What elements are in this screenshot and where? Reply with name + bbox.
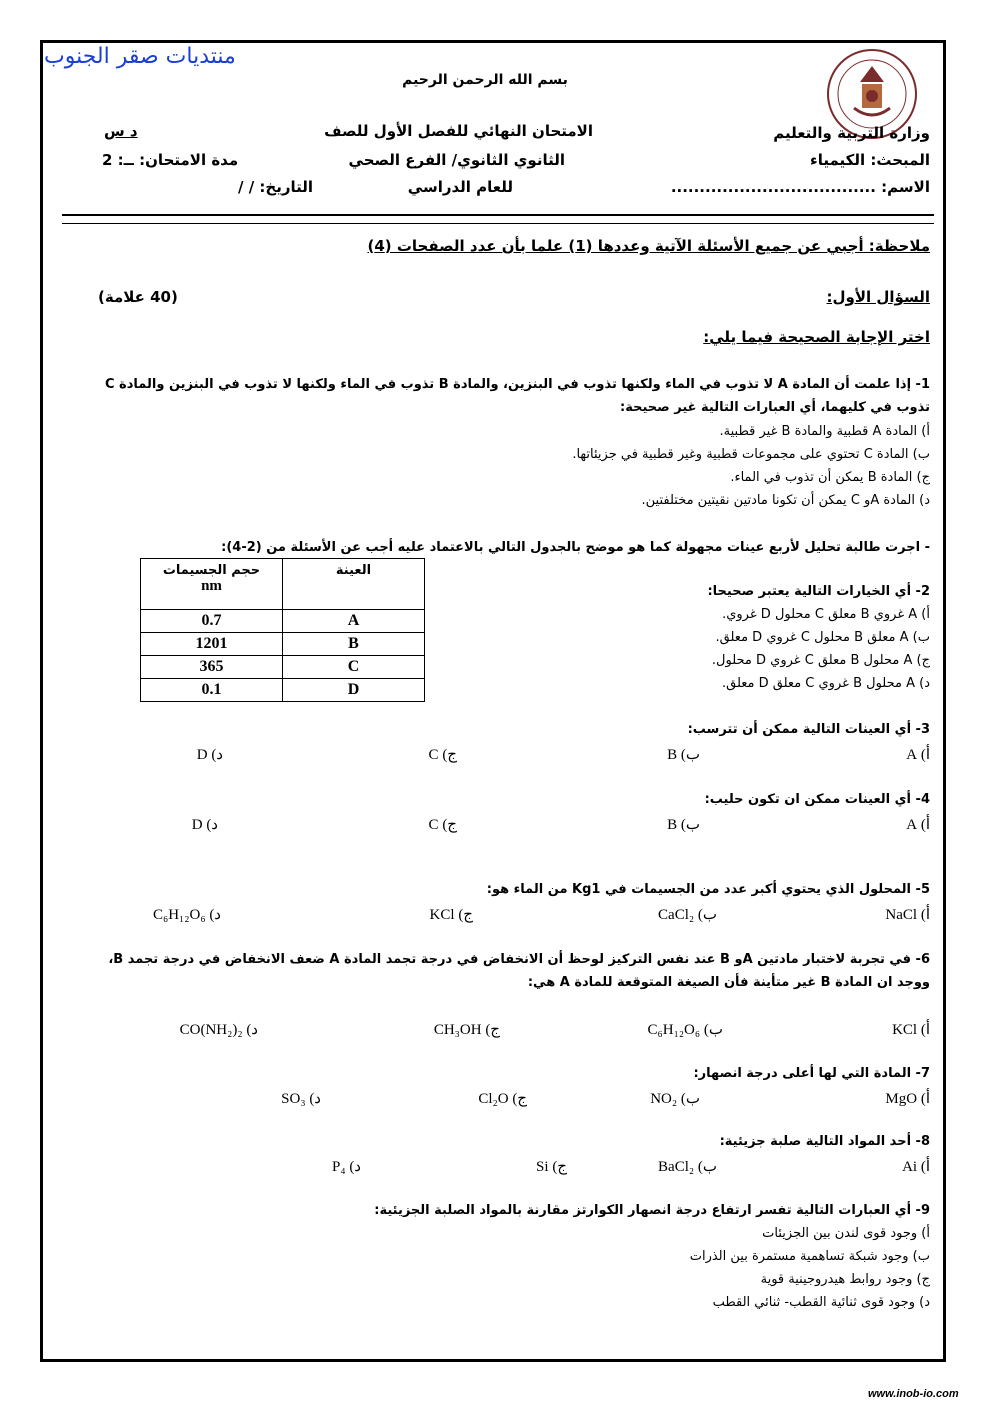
q7-option-b: ب) NO₂ <box>650 1091 700 1107</box>
cell-sample: C <box>283 656 425 679</box>
table-row <box>141 610 425 633</box>
cell-sample: B <box>283 633 425 656</box>
header-size <box>141 559 283 610</box>
q2-stem: 2- أي الخيارات التالية يعتبر صحيحا: <box>707 584 930 599</box>
q2-option-a: أ) A غروي B معلق C محلول D غروي. <box>722 607 930 622</box>
q9-option-c: ج) وجود روابط هيدروجينية قوية <box>760 1272 930 1287</box>
header-divider <box>62 214 934 216</box>
header-divider-thin <box>62 223 934 224</box>
q9-option-a: أ) وجود قوى لندن بين الجزيئات <box>762 1226 930 1241</box>
q5-option-a: أ) NaCl <box>885 907 930 923</box>
header-size-unit: nm <box>201 578 222 594</box>
q4-stem: 4- أي العينات ممكن ان تكون حليب: <box>704 792 930 807</box>
q6-option-b: ب) C₆H₁₂O₆ <box>647 1022 723 1038</box>
q3-stem: 3- أي العينات التالية ممكن أن تترسب: <box>687 722 930 737</box>
q6-stem-line1: 6- في تجربة لاختبار مادتين Aو B عند نفس التركيز لوحظ أن الانخفاض في درجة تجمد المادة A ضعف الانخفاض في درجة تجمد B، <box>108 952 930 967</box>
table-intro: - اجرت طالبة تحليل لأربع عينات مجهولة كما هو موضح بالجدول التالي بالاعتماد عليه أجب عن الأسئلة من (2-4): <box>221 540 930 555</box>
q6-option-d: د) CO(NH₂)₂ <box>179 1022 258 1038</box>
header-sample: العينة <box>283 559 425 610</box>
q6-option-c: ج) CH₃OH <box>433 1022 500 1038</box>
q5-option-d: د) C₆H₁₂O₆ <box>152 907 221 923</box>
q7-option-a: أ) MgO <box>885 1091 930 1107</box>
q8-option-a: أ) Ai <box>902 1159 930 1175</box>
q8-option-b: ب) BaCl₂ <box>658 1159 717 1175</box>
section-instruction: اختر الإجابة الصحيحة فيما يلي: <box>703 328 930 346</box>
q3-option-c: ج) C <box>428 747 457 763</box>
website-footer: www.inob-io.com <box>868 1388 959 1400</box>
q2-option-c: ج) A محلول B معلق C غروي D محلول. <box>711 653 930 668</box>
q6-option-a: أ) KCl <box>892 1022 930 1038</box>
table-row <box>141 656 425 679</box>
q4-option-c: ج) C <box>428 817 457 833</box>
name-field: الاسم: .................................... <box>670 178 930 196</box>
q1-option-d: د) المادة Aو C يمكن أن تكونا مادتين نقيتين مختلفتين. <box>641 493 930 508</box>
basmala: بسم الله الرحمن الرحيم <box>402 72 568 88</box>
table-row <box>141 633 425 656</box>
q9-stem: 9- أي العبارات التالية تفسر ارتفاع درجة انصهار الكوارتز مقارنة بالمواد الصلبة الجزيئية: <box>374 1203 930 1218</box>
cell-sample: D <box>283 679 425 702</box>
exam-title: الامتحان النهائي للفصل الأول للصف <box>324 122 593 140</box>
q6-stem-line2: ووجد ان المادة B غير متأينة فأن الصيغة المتوقعة للمادة A هي: <box>527 975 930 990</box>
ministry-label: وزارة التربية والتعليم <box>773 124 930 142</box>
q7-option-c: ج) Cl₂O <box>478 1091 527 1107</box>
q3-option-d: د) D <box>196 747 223 763</box>
q3-option-b: ب) B <box>667 747 700 763</box>
q4-option-b: ب) B <box>667 817 700 833</box>
q5-option-b: ب) CaCl₂ <box>658 907 717 923</box>
q4-option-a: أ) A <box>906 817 930 833</box>
q5-option-c: ج) KCl <box>429 907 473 923</box>
q5-stem: 5- المحلول الذي يحتوي أكبر عدد من الجسيمات في Kg1 من الماء هو: <box>486 882 930 897</box>
header-size-label: حجم الجسيمات <box>162 563 261 578</box>
cell-sample: A <box>283 610 425 633</box>
date-label: التاريخ: / / <box>238 178 314 196</box>
cell-size: 0.7 <box>141 610 283 633</box>
q1-stem-line2: تذوب في كليهما، أي العبارات التالية غير صحيحة: <box>620 400 930 415</box>
forum-name: منتديات صقر الجنوب <box>44 44 236 69</box>
q4-option-d: د) D <box>191 817 218 833</box>
q2-option-b: ب) A معلق B محلول C غروي D معلق. <box>715 630 930 645</box>
section-title: السؤال الأول: <box>826 288 930 306</box>
exam-note: ملاحظة: أجبي عن جميع الأسئلة الآتية وعددها (1) علما بأن عدد الصفحات (4) <box>367 237 930 255</box>
time-units: د س <box>104 122 138 140</box>
q3-option-a: أ) A <box>906 747 930 763</box>
q8-option-c: ج) Si <box>536 1159 567 1175</box>
q1-option-c: ج) المادة B يمكن أن تذوب في الماء. <box>730 470 930 485</box>
q1-stem-line1: 1- إذا علمت أن المادة A لا تذوب في الماء ولكنها تذوب في البنزين، والمادة B تذوب في الماء ولكنها لا تذوب في البنزين والمادة C <box>104 377 930 392</box>
section-marks: (40 علامة) <box>98 288 178 306</box>
cell-size: 365 <box>141 656 283 679</box>
q1-option-b: ب) المادة C تحتوي على مجموعات قطبية وغير قطبية في جزيئاتها. <box>572 447 930 462</box>
duration-label: مدة الامتحان: ــ: 2 <box>102 151 239 169</box>
table-header-row <box>141 559 425 610</box>
samples-table <box>140 558 425 702</box>
q1-option-a: أ) المادة A قطبية والمادة B غير قطبية. <box>719 424 930 439</box>
cell-size: 0.1 <box>141 679 283 702</box>
q8-stem: 8- أحد المواد التالية صلبة جزيئية: <box>719 1134 930 1149</box>
table-row <box>141 679 425 702</box>
q7-option-d: د) SO₃ <box>281 1091 321 1107</box>
q7-stem: 7- المادة التي لها أعلى درجة انصهار: <box>693 1066 930 1081</box>
q9-option-b: ب) وجود شبكة تساهمية مستمرة بين الذرات <box>689 1249 930 1264</box>
subject-label: المبحث: الكيمياء <box>810 151 930 169</box>
q9-option-d: د) وجود قوى ثنائية القطب- ثنائي القطب <box>712 1295 930 1310</box>
branch-label: الثانوي الثانوي/ الفرع الصحي <box>348 151 565 169</box>
academic-year-label: للعام الدراسي <box>407 178 513 196</box>
cell-size: 1201 <box>141 633 283 656</box>
q8-option-d: د) P₄ <box>331 1159 361 1175</box>
q2-option-d: د) A محلول B غروي C معلق D معلق. <box>721 676 930 691</box>
